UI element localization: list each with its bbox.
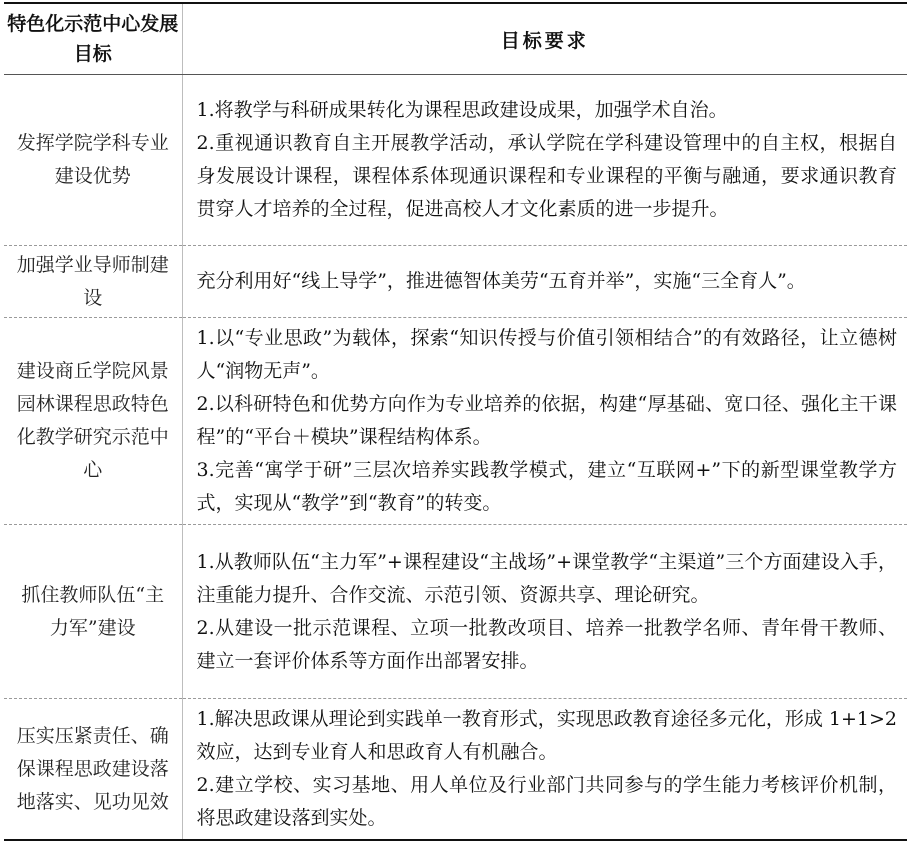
- category-cell: 加强学业导师制建设: [4, 246, 182, 318]
- requirements-cell: [182, 246, 907, 318]
- requirement-item: 2.从建设一批示范课程、立项一批教改项目、培养一批教学名师、青年骨干教师、建立一套评价体系等方面作出部署安排。: [196, 616, 897, 672]
- requirements-cell: [182, 318, 907, 525]
- table-header-row: [4, 3, 907, 75]
- requirement-item: 1.解决思政课从理论到实践单一教育形式，实现思政教育途径多元化，形成 1+1>2 效应，达到专业育人和思政育人有机融合。: [196, 708, 897, 763]
- table-row: [4, 525, 907, 699]
- table-row: [4, 246, 907, 318]
- category-cell: 压实压紧责任、确保课程思政建设落地落实、见功见效: [4, 699, 182, 841]
- table-row: [4, 699, 907, 841]
- table-row: [4, 75, 907, 246]
- table-row: [4, 318, 907, 525]
- requirement-item: 2.建立学校、实习基地、用人单位及行业部门共同参与的学生能力考核评价机制，将思政建设落到实处。: [196, 774, 897, 829]
- requirement-item: 1.以“专业思政”为载体，探索“知识传授与价值引领相结合”的有效路径，让立德树人“润物无声”。: [196, 327, 897, 382]
- header-goal: 特色化示范中心发展目标: [4, 3, 182, 75]
- category-cell: 发挥学院学科专业建设优势: [4, 75, 182, 246]
- requirement-item: 2.以科研特色和优势方向作为专业培养的依据，构建“厚基础、宽口径、强化主干课程”的“平台＋模块”课程结构体系。: [196, 393, 897, 448]
- requirement-item: 1.从教师队伍“主力军”+课程建设“主战场”+课堂教学“主渠道”三个方面建设入手，注重能力提升、合作交流、示范引领、资源共享、理论研究。: [196, 550, 897, 606]
- requirement-item: 2.重视通识教育自主开展教学活动，承认学院在学科建设管理中的自主权，根据自身发展设计课程，课程体系体现通识课程和专业课程的平衡与融通，要求通识教育贯穿人才培养的全过程，促进高校人才文化素质的进一步提升。: [196, 132, 897, 220]
- goals-table: [4, 2, 907, 841]
- requirements-cell: [182, 525, 907, 699]
- requirements-cell: [182, 699, 907, 841]
- category-cell: 建设商丘学院风景园林课程思政特色化教学研究示范中心: [4, 318, 182, 525]
- category-cell: 抓住教师队伍“主力军”建设: [4, 525, 182, 699]
- requirements-cell: [182, 75, 907, 246]
- requirement-item: 1.将教学与科研成果转化为课程思政建设成果，加强学术自治。: [196, 99, 728, 121]
- requirement-item: 3.完善“寓学于研”三层次培养实践教学模式，建立“互联网+”下的新型课堂教学方式，实现从“教学”到“教育”的转变。: [196, 459, 897, 514]
- header-requirements: 目标要求: [182, 3, 907, 75]
- requirement-item: 充分利用好“线上导学”，推进德智体美劳“五育并举”，实施“三全育人”。: [196, 270, 806, 292]
